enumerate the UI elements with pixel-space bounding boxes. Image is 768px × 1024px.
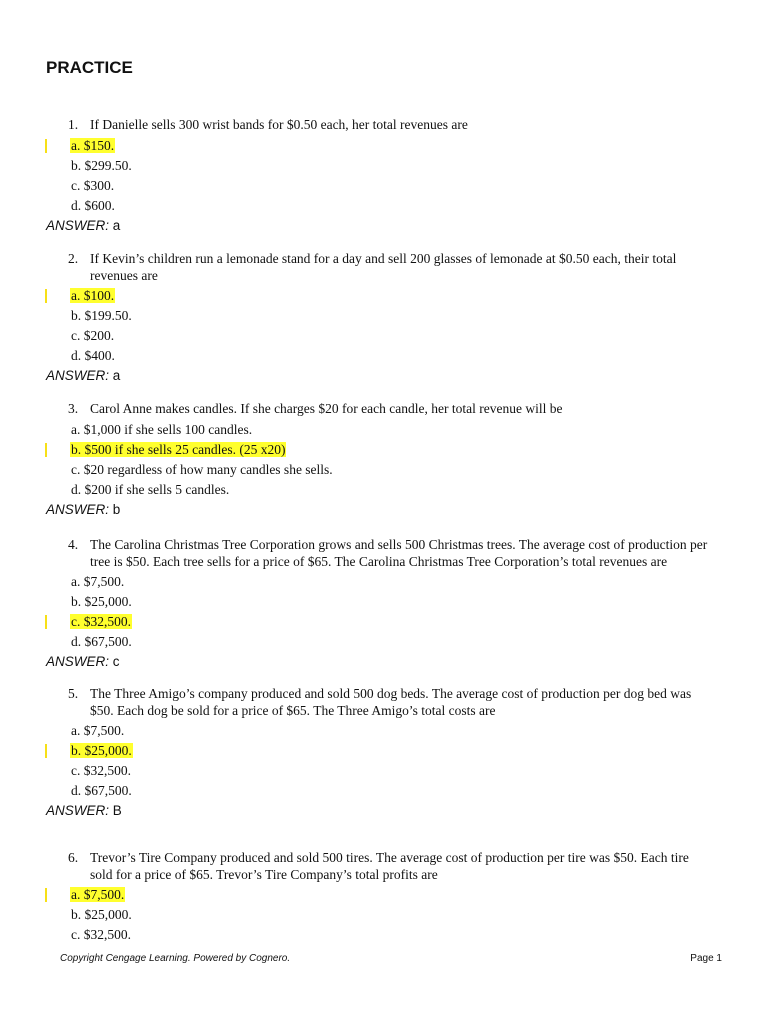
question-block	[0, 401, 768, 520]
answer-option	[0, 176, 768, 196]
question-text: If Kevin’s children run a lemonade stand for a day and sell 200 glasses of lemonade at $0.50 each, their total revenues are	[90, 251, 677, 283]
answer-option	[0, 326, 768, 346]
answer-option	[0, 286, 768, 306]
answer-line	[0, 801, 768, 821]
answer-option	[0, 420, 768, 440]
option-text: c. $32,500.	[71, 763, 131, 778]
answer-option	[0, 592, 768, 612]
answer-options	[0, 572, 768, 652]
question-block	[0, 251, 768, 386]
option-text: d. $600.	[71, 197, 115, 213]
answer-label: ANSWER:	[46, 654, 110, 669]
answer-option	[0, 346, 768, 366]
question-stem	[68, 401, 710, 418]
question-stem	[68, 537, 710, 570]
page-number: Page 1	[690, 953, 722, 964]
answer-options	[0, 420, 768, 500]
margin-mark	[45, 289, 47, 303]
answer-line	[0, 366, 768, 386]
question-number: 4.	[68, 537, 79, 552]
answer-option	[0, 721, 768, 741]
option-text: b. $500 if she sells 25 candles. (25 x20)	[71, 441, 286, 457]
answer-option	[0, 306, 768, 326]
answer-option	[0, 741, 768, 761]
answer-option	[0, 196, 768, 216]
option-text: a. $7,500.	[71, 887, 125, 902]
option-text: a. $7,500.	[71, 723, 125, 738]
answer-option	[0, 612, 768, 632]
option-text: d. $67,500.	[71, 783, 132, 798]
question-block	[0, 686, 768, 821]
question-number: 1.	[68, 117, 79, 132]
answer-options	[0, 136, 768, 216]
question-stem	[68, 251, 710, 284]
question-number: 6.	[68, 850, 79, 865]
option-text: b. $25,000.	[71, 907, 132, 922]
answer-option	[0, 136, 768, 156]
option-text: c. $32,500.	[71, 614, 131, 629]
option-text: d. $67,500.	[71, 634, 132, 649]
question-number: 3.	[68, 401, 79, 416]
question-block	[0, 850, 768, 945]
option-text: b. $199.50.	[71, 308, 132, 323]
option-text: b. $25,000.	[71, 594, 132, 609]
answer-label: ANSWER:	[46, 217, 110, 233]
option-text: c. $200.	[71, 328, 115, 343]
margin-mark	[45, 139, 47, 153]
margin-mark	[45, 615, 47, 629]
question-stem	[68, 850, 710, 883]
answer-option	[0, 460, 768, 480]
option-text: c. $32,500.	[71, 927, 131, 942]
option-text: a. $7,500.	[71, 574, 125, 589]
question-text: The Three Amigo’s company produced and sold 500 dog beds. The average cost of production per dog bed was $50. Each dog be sold for a price of $65. The Three Amigo’s total costs are	[90, 686, 692, 718]
answer-options	[0, 286, 768, 366]
question-text: Carol Anne makes candles. If she charges $20 for each candle, her total revenue will be	[90, 401, 563, 416]
answer-option	[0, 781, 768, 801]
margin-mark	[45, 443, 47, 457]
answer-option	[0, 925, 768, 945]
option-text: a. $150.	[71, 137, 115, 153]
answer-line	[0, 652, 768, 672]
page-title: PRACTICE	[46, 58, 133, 77]
question-block	[0, 537, 768, 672]
answer-line	[0, 500, 768, 520]
answer-line	[0, 216, 768, 236]
answer-option	[0, 480, 768, 500]
question-stem	[68, 117, 710, 134]
answer-value: b	[112, 501, 121, 517]
option-text: c. $300.	[71, 177, 115, 193]
answer-option	[0, 156, 768, 176]
answer-label: ANSWER:	[46, 368, 110, 383]
option-text: a. $100.	[71, 288, 115, 303]
answer-option	[0, 632, 768, 652]
margin-mark	[45, 744, 47, 758]
margin-mark	[45, 888, 47, 902]
answer-options	[0, 721, 768, 801]
answer-value: B	[112, 803, 122, 818]
answer-options	[0, 885, 768, 945]
question-number: 5.	[68, 686, 79, 701]
answer-option	[0, 440, 768, 460]
option-text: c. $20 regardless of how many candles she sells.	[71, 461, 333, 477]
answer-option	[0, 905, 768, 925]
answer-value: a	[112, 217, 121, 233]
question-block	[0, 117, 768, 236]
page-footer	[60, 953, 722, 964]
answer-option	[0, 572, 768, 592]
option-text: d. $400.	[71, 348, 115, 363]
answer-label: ANSWER:	[46, 501, 110, 517]
answer-option	[0, 885, 768, 905]
question-text: If Danielle sells 300 wrist bands for $0.50 each, her total revenues are	[90, 117, 468, 132]
option-text: b. $299.50.	[71, 157, 132, 173]
question-stem	[68, 686, 710, 719]
question-number: 2.	[68, 251, 79, 266]
answer-value: a	[112, 368, 121, 383]
option-text: a. $1,000 if she sells 100 candles.	[71, 421, 253, 437]
answer-value: c	[112, 654, 120, 669]
option-text: b. $25,000.	[71, 743, 132, 758]
answer-label: ANSWER:	[46, 803, 110, 818]
option-text: d. $200 if she sells 5 candles.	[71, 481, 230, 497]
answer-option	[0, 761, 768, 781]
question-text: The Carolina Christmas Tree Corporation grows and sells 500 Christmas trees. The average cost of production per tree is $50. Each tree sells for a price of $65. The Carolina Christmas Tree Corporation’s total revenues are	[90, 537, 708, 569]
copyright-notice: Copyright Cengage Learning. Powered by Cognero.	[60, 953, 291, 964]
question-text: Trevor’s Tire Company produced and sold 500 tires. The average cost of production per tire was $50. Each tire sold for a price of $65. Trevor’s Tire Company’s total profits are	[90, 850, 689, 882]
